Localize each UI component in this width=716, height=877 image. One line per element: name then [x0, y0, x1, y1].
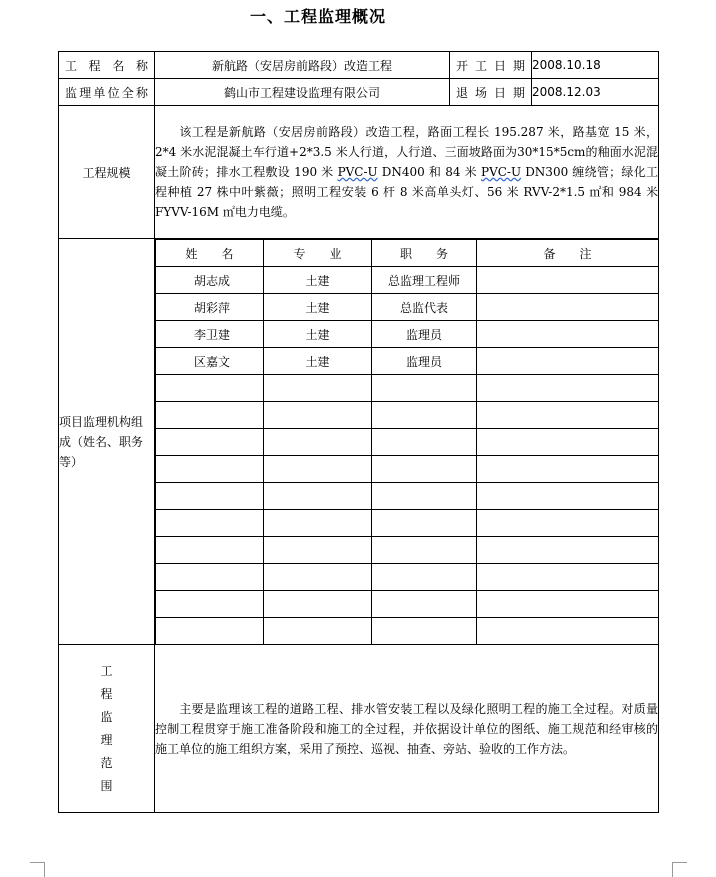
table-cell — [477, 564, 659, 591]
exit-date-value: 2008.12.03 — [532, 79, 659, 106]
table-row — [156, 564, 659, 591]
header-row-2 — [59, 79, 659, 106]
scope-label-char: 程 — [100, 686, 113, 701]
table-cell — [156, 456, 264, 483]
table-cell — [264, 456, 372, 483]
column-header: 专 业 — [264, 240, 372, 267]
table-cell: 区嘉文 — [156, 348, 264, 375]
table-cell — [156, 402, 264, 429]
table-cell — [372, 564, 477, 591]
table-row — [156, 267, 659, 294]
page-corner-mark — [672, 862, 687, 877]
table-cell — [477, 483, 659, 510]
exit-date-label — [450, 79, 532, 106]
pvc-u-term: PVC-U — [481, 165, 522, 179]
table-row — [156, 510, 659, 537]
table-cell — [372, 429, 477, 456]
project-name-label-char: 名 — [112, 58, 125, 73]
supervisor-label-char: 监 — [65, 85, 78, 100]
supervisor-label-char: 全 — [121, 85, 134, 100]
table-cell — [372, 591, 477, 618]
scope-label-char: 监 — [100, 709, 113, 724]
table-cell — [372, 537, 477, 564]
table-cell — [156, 591, 264, 618]
project-name-label-char: 程 — [88, 58, 101, 73]
table-cell — [477, 618, 659, 645]
table-cell — [156, 429, 264, 456]
table-row — [156, 402, 659, 429]
column-header: 备 注 — [477, 240, 659, 267]
table-cell — [477, 375, 659, 402]
supervisor-label-char: 单 — [93, 85, 106, 100]
table-cell: 总监代表 — [372, 294, 477, 321]
table-row — [156, 456, 659, 483]
table-cell — [264, 483, 372, 510]
table-cell — [477, 294, 659, 321]
org-row — [59, 239, 659, 645]
table-cell — [264, 402, 372, 429]
table-cell: 土建 — [264, 267, 372, 294]
exit-date-label-char: 期 — [512, 85, 525, 100]
scale-text: 该工程是新航路（安居房前路段）改造工程，路面工程长 195.287 米，路基宽 15 米，2*4 米水泥混凝土车行道+2*3.5 米人行道，人行道、三面坡路面为30*15*5cm的釉面水泥混凝土阶砖；排水工程敷设 190 米 PVC-U DN400 和 84 米 PVC-U DN300 缠绕管；绿化工程种植 27 株中叶紫薇；照明工程安装 6 杆 8 米高单头灯、56 米 RVV-2*1.5 ㎡和 984 米 FYVV-16M ㎡电力电缆。 — [155, 106, 659, 239]
exit-date-label-char: 场 — [474, 85, 487, 100]
table-cell — [372, 402, 477, 429]
table-cell: 胡彩萍 — [156, 294, 264, 321]
table-cell — [264, 510, 372, 537]
table-cell: 土建 — [264, 348, 372, 375]
table-cell: 总监理工程师 — [372, 267, 477, 294]
table-row — [156, 429, 659, 456]
scope-label-char: 范 — [100, 755, 113, 770]
scope-label-char: 围 — [100, 778, 113, 793]
table-cell — [156, 537, 264, 564]
table-cell — [264, 537, 372, 564]
document-title: 一、工程监理概况 — [249, 7, 386, 26]
table-cell — [477, 510, 659, 537]
supervisor-label-char: 理 — [79, 85, 92, 100]
table-cell — [264, 375, 372, 402]
table-cell — [264, 591, 372, 618]
scope-label-char: 工 — [100, 663, 113, 678]
table-cell — [156, 510, 264, 537]
table-row — [156, 591, 659, 618]
header-row-1 — [59, 52, 659, 79]
table-row — [156, 618, 659, 645]
exit-date-label-char: 日 — [493, 85, 506, 100]
table-cell — [372, 618, 477, 645]
start-date-label-char: 期 — [512, 58, 525, 73]
table-row — [156, 348, 659, 375]
scope-label — [59, 645, 155, 813]
supervisor-value: 鹤山市工程建设监理有限公司 — [155, 79, 450, 106]
table-row — [156, 375, 659, 402]
table-cell — [156, 375, 264, 402]
exit-date-label-char: 退 — [456, 85, 469, 100]
table-cell — [477, 348, 659, 375]
table-cell — [372, 375, 477, 402]
page-corner-mark — [30, 862, 45, 877]
scale-row — [59, 106, 659, 239]
table-cell — [477, 456, 659, 483]
table-cell: 监理员 — [372, 348, 477, 375]
supervision-overview-table — [58, 51, 659, 813]
table-cell — [156, 564, 264, 591]
table-cell — [156, 618, 264, 645]
org-label: 项目监理机构组成（姓名、职务等） — [59, 239, 155, 645]
table-cell — [264, 618, 372, 645]
table-cell — [372, 510, 477, 537]
start-date-label-char: 工 — [474, 58, 487, 73]
project-name-label — [59, 52, 155, 79]
table-cell — [264, 564, 372, 591]
staff-header-row — [156, 240, 659, 267]
project-name-value: 新航路（安居房前路段）改造工程 — [155, 52, 450, 79]
table-cell: 李卫建 — [156, 321, 264, 348]
table-cell — [477, 591, 659, 618]
table-cell — [477, 402, 659, 429]
table-cell: 土建 — [264, 321, 372, 348]
start-date-label-char: 日 — [493, 58, 506, 73]
start-date-value: 2008.10.18 — [532, 52, 659, 79]
scope-row — [59, 645, 659, 813]
table-cell — [477, 321, 659, 348]
staff-table — [155, 239, 658, 644]
table-cell — [264, 429, 372, 456]
table-row — [156, 537, 659, 564]
scale-label: 工程规模 — [59, 106, 155, 239]
table-cell — [372, 456, 477, 483]
table-cell: 胡志成 — [156, 267, 264, 294]
table-row — [156, 294, 659, 321]
scope-text: 主要是监理该工程的道路工程、排水管安装工程以及绿化照明工程的施工全过程。对质量控制工程贯穿于施工准备阶段和施工的全过程，并依据设计单位的图纸、施工规范和经审核的施工单位的施工组织方案，采用了预控、巡视、抽查、旁站、验收的工作方法。 — [155, 645, 659, 813]
pvc-u-term: PVC-U — [337, 165, 378, 179]
column-header: 职 务 — [372, 240, 477, 267]
scope-label-char: 理 — [100, 732, 113, 747]
supervisor-label-char: 位 — [107, 85, 120, 100]
table-cell — [477, 267, 659, 294]
table-row — [156, 321, 659, 348]
supervisor-label-char: 称 — [135, 85, 148, 100]
supervisor-label — [59, 79, 155, 106]
start-date-label-char: 开 — [456, 58, 469, 73]
table-cell — [477, 429, 659, 456]
table-cell — [477, 537, 659, 564]
table-row — [156, 483, 659, 510]
project-name-label-char: 工 — [65, 58, 78, 73]
table-cell: 土建 — [264, 294, 372, 321]
start-date-label — [450, 52, 532, 79]
project-name-label-char: 称 — [135, 58, 148, 73]
table-cell: 监理员 — [372, 321, 477, 348]
table-cell — [372, 483, 477, 510]
table-cell — [156, 483, 264, 510]
column-header: 姓 名 — [156, 240, 264, 267]
